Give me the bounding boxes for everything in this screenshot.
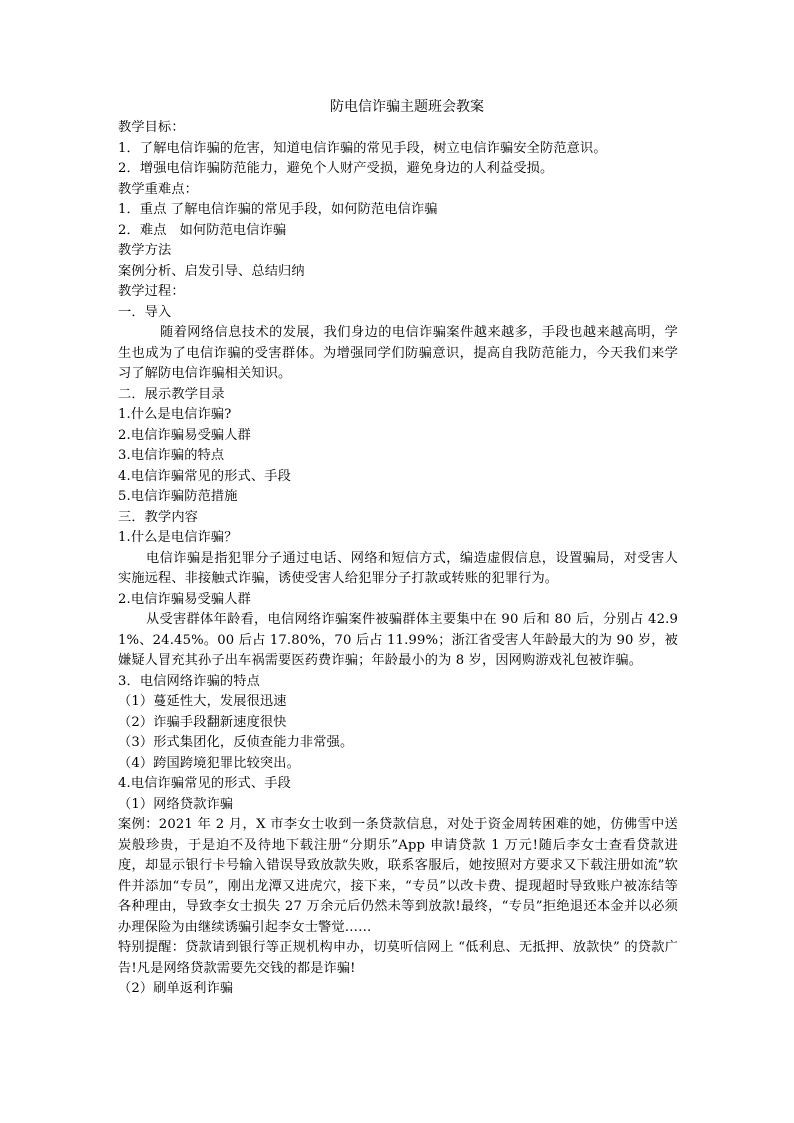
subsection-heading: 3．电信网络诈骗的特点 bbox=[118, 673, 260, 689]
victims-paragraph: 从受害群体年龄看，电信网络诈骗案件被骗群体主要集中在 90 后和 80 后，分别占 42.91%、24.45%。00 后占 17.80%，70 后占 11.99%；浙江省受害人年龄最大的为 90 岁，被嫌疑人冒充其孙子出车祸需要医药费诈骗；年龄最小的为 8 岁，因网购游戏礼包被诈骗。 bbox=[118, 612, 678, 668]
catalog-item: 5.电信诈骗防范措施 bbox=[118, 489, 238, 504]
form-heading: （2）刷单返利诈骗 bbox=[118, 981, 234, 996]
objective-item: 1．了解电信诈骗的危害，知道电信诈骗的常见手段，树立电信诈骗安全防范意识。 bbox=[118, 140, 607, 156]
catalog-item: 3.电信诈骗的特点 bbox=[118, 448, 225, 463]
catalog-item: 2.电信诈骗易受骗人群 bbox=[118, 427, 251, 443]
section-heading: 一．导入 bbox=[118, 304, 172, 320]
feature-item: （1）蔓延性大，发展很迅速 bbox=[118, 694, 287, 709]
section-heading: 三．教学内容 bbox=[118, 509, 199, 525]
catalog-item: 4.电信诈骗常见的形式、手段 bbox=[118, 468, 291, 484]
feature-item: （4）跨国跨境犯罪比较突出。 bbox=[118, 755, 300, 771]
document-title: 防电信诈骗主题班会教案 bbox=[330, 99, 484, 115]
process-heading: 教学过程： bbox=[118, 284, 185, 299]
subsection-heading: 1.什么是电信诈骗？ bbox=[118, 530, 238, 545]
feature-item: （2）诈骗手段翻新速度很快 bbox=[118, 714, 287, 730]
section-heading: 二．展示教学目录 bbox=[118, 386, 225, 402]
catalog-item: 1.什么是电信诈骗? bbox=[118, 407, 232, 422]
case-paragraph: 案例：2021 年 2 月，X 市李女士收到一条贷款信息，对处于资金周转困难的她，仿佛雪中送炭般珍贵，于是迫不及待地下载注册“分期乐”App 申请贷款 1 万元!随后李女士查看贷款进度，却显示银行卡号输入错误导致放款失败，联系客服后，她按照对方要求又下载注册如流”软件并添加“专员”，刚出龙潭又进虎穴，接下来，“专员”以改卡费、提现超时导致账户被冻结等各种理由，导致李女士损失 27 万余元后仍然未等到放款!最终，“专员”拒绝退还本金并以必须办理保险为由继续诱骗引起李女士警觉…… bbox=[118, 817, 678, 935]
subsection-heading: 2.电信诈骗易受骗人群 bbox=[118, 591, 251, 607]
key-point-item: 1．重点 了解电信诈骗的常见手段，如何防范电信诈骗 bbox=[118, 202, 438, 217]
document-body bbox=[118, 97, 678, 1000]
method-text: 案例分析、启发引导、总结归纳 bbox=[118, 263, 305, 279]
feature-item: （3）形式集团化，反侦查能力非常强。 bbox=[118, 735, 354, 750]
key-point-item: 2．难点 如何防范电信诈骗 bbox=[118, 222, 287, 238]
tip-paragraph: 特别提醒：贷款请到银行等正规机构申办，切莫听信网上 “低利息、无抵押、放款快” 的贷款广告!凡是网络贷款需要先交钱的都是诈骗! bbox=[118, 940, 678, 976]
definition-paragraph: 电信诈骗是指犯罪分子通过电话、网络和短信方式，编造虚假信息，设置骗局，对受害人实施远程、非接触式诈骗，诱使受害人给犯罪分子打款或转账的犯罪行为。 bbox=[118, 550, 678, 586]
form-heading: （1）网络贷款诈骗 bbox=[118, 796, 234, 812]
objective-item: 2．增强电信诈骗防范能力，避免个人财产受损，避免身边的人利益受损。 bbox=[118, 161, 554, 176]
objectives-heading: 教学目标： bbox=[118, 120, 185, 135]
subsection-heading: 4.电信诈骗常见的形式、手段 bbox=[118, 776, 291, 791]
intro-paragraph: 随着网络信息技术的发展，我们身边的电信诈骗案件越来越多，手段也越来越高明，学生也成为了电信诈骗的受害群体。为增强同学们防骗意识，提高自我防范能力，今天我们来学习了解防电信诈骗相关知识。 bbox=[118, 325, 678, 381]
key-points-heading: 教学重难点： bbox=[118, 181, 199, 197]
method-heading: 教学方法 bbox=[118, 243, 172, 258]
